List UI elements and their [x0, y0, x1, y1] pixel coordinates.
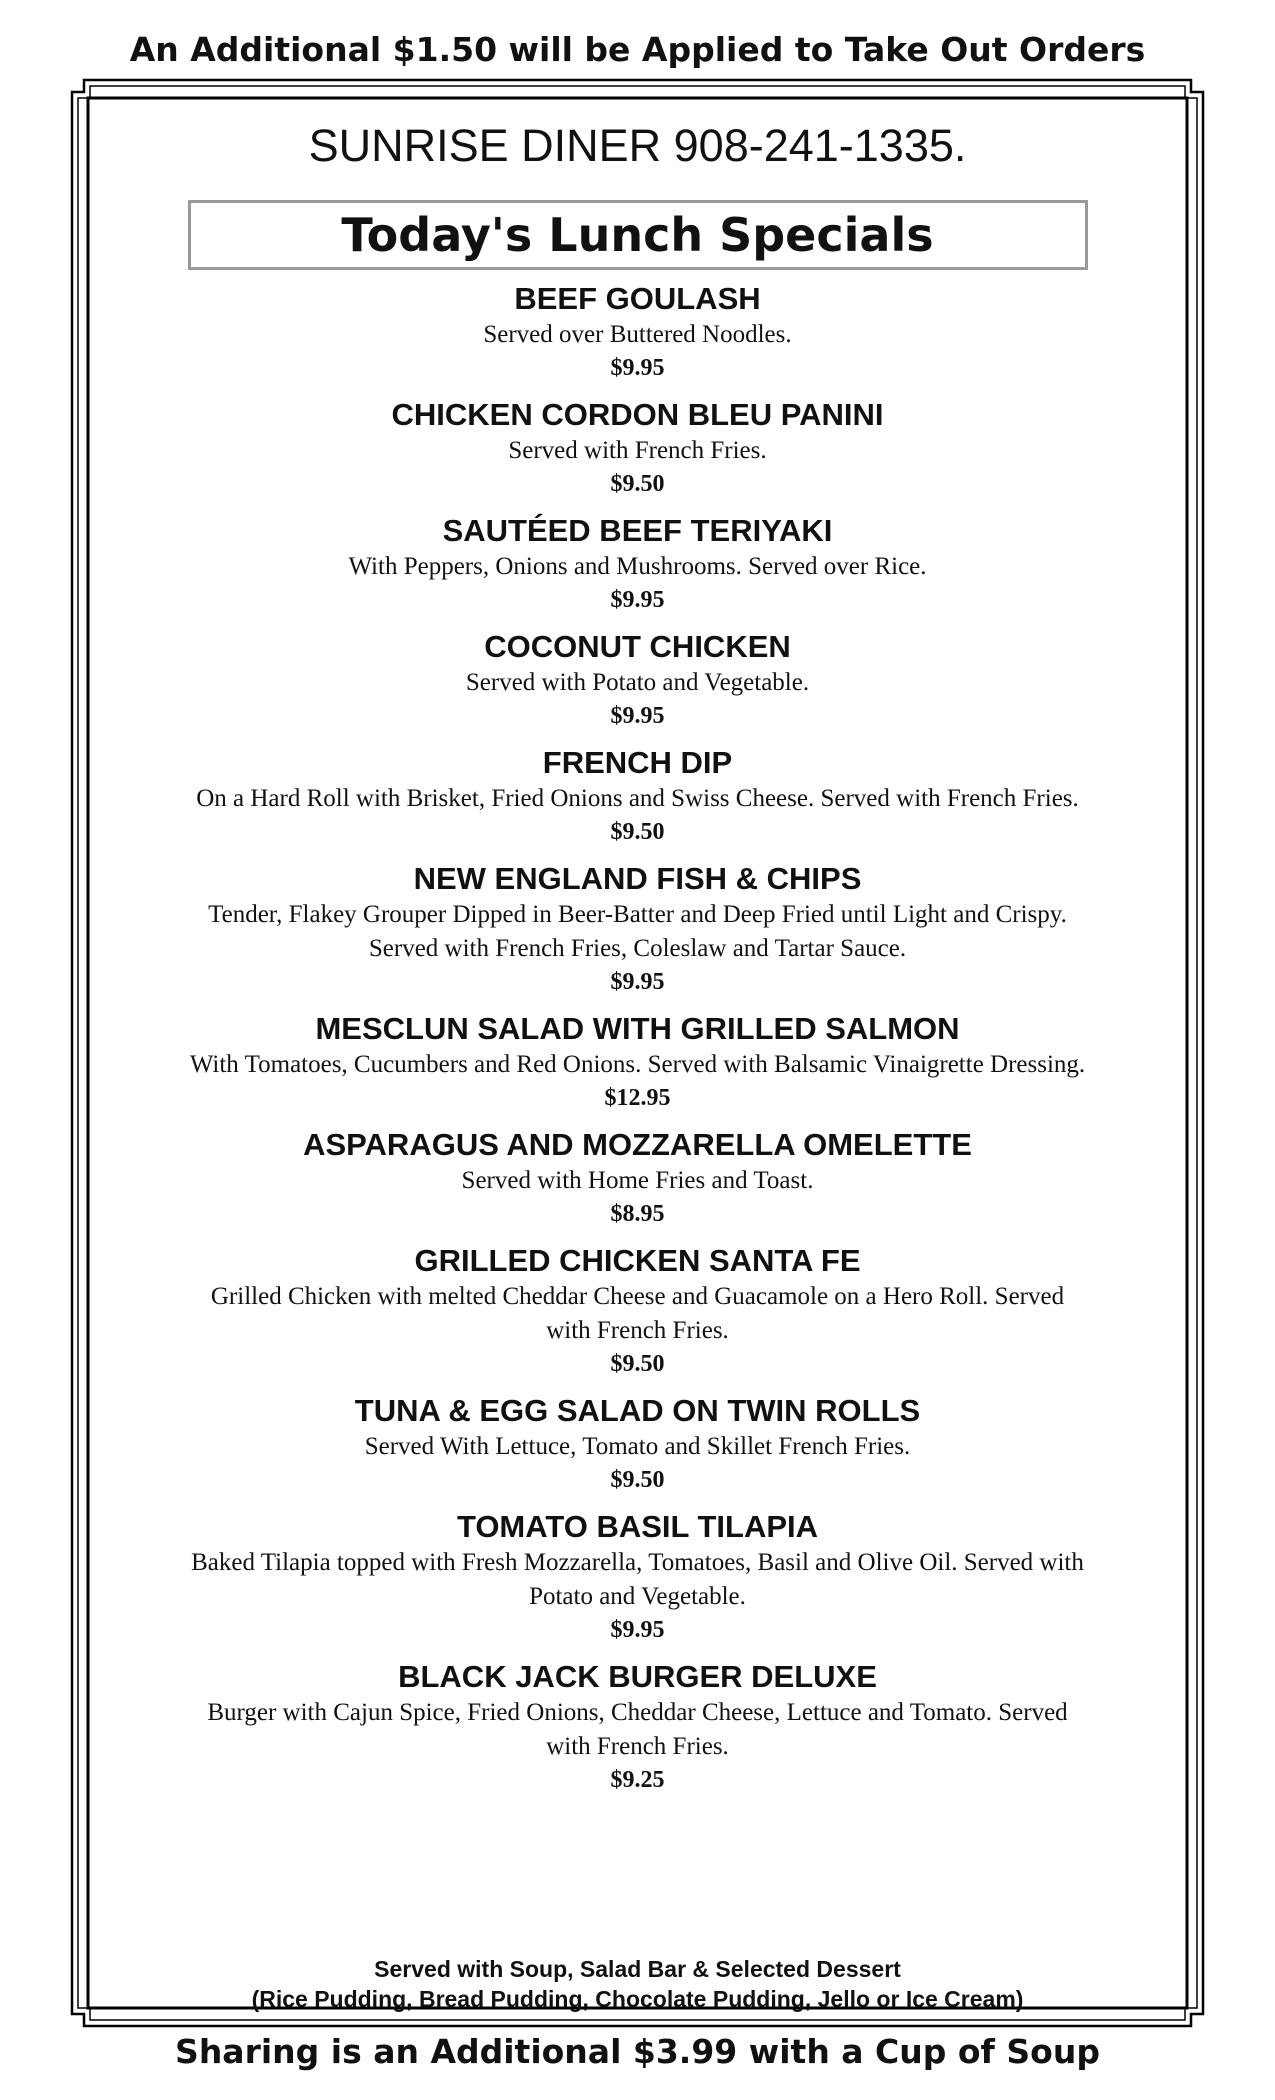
item-name: GRILLED CHICKEN SANTA FE [414, 1243, 861, 1278]
item-price: $9.50 [610, 1351, 665, 1377]
item-description: Served With Lettuce, Tomato and Skillet French Fries. [364, 1433, 911, 1460]
item-description: Served with French Fries. [508, 437, 767, 464]
menu-item [185, 628, 1090, 732]
menu-content [185, 108, 1090, 2016]
specials-list [185, 280, 1090, 1796]
item-description: On a Hard Roll with Brisket, Fried Onions and Swiss Cheese. Served with French Fries. [196, 785, 1079, 812]
menu-item [185, 512, 1090, 616]
item-name: COCONUT CHICKEN [484, 629, 791, 664]
menu-item [185, 1392, 1090, 1496]
menu-item [185, 280, 1090, 384]
item-description: Served with Home Fries and Toast. [461, 1167, 814, 1194]
item-price: $9.95 [610, 703, 665, 729]
item-description: Burger with Cajun Spice, Fried Onions, Cheddar Cheese, Lettuce and Tomato. Served with French Fries. [207, 1699, 1068, 1760]
menu-item [185, 860, 1090, 998]
item-name: BEEF GOULASH [514, 281, 761, 316]
item-price: $9.50 [610, 819, 665, 845]
take-out-notice: An Additional $1.50 will be Applied to Take Out Orders [129, 30, 1146, 69]
included-extras [185, 1954, 1090, 2014]
diner-name-phone: SUNRISE DINER 908-241-1335. [308, 120, 967, 171]
item-price: $9.95 [610, 1617, 665, 1643]
item-description: Served with Potato and Vegetable. [465, 669, 810, 696]
item-price: $9.25 [610, 1767, 665, 1793]
menu-item [185, 1242, 1090, 1380]
dessert-options-line: (Rice Pudding, Bread Pudding, Chocolate Pudding, Jello or Ice Cream) [251, 1986, 1024, 2012]
item-description: With Peppers, Onions and Mushrooms. Served over Rice. [348, 553, 927, 580]
item-price: $9.50 [610, 1467, 665, 1493]
item-name: FRENCH DIP [542, 745, 733, 780]
menu-item [185, 1658, 1090, 1796]
menu-item [185, 744, 1090, 848]
item-name: ASPARAGUS AND MOZZARELLA OMELETTE [303, 1127, 972, 1162]
item-description: Baked Tilapia topped with Fresh Mozzarella, Tomatoes, Basil and Olive Oil. Served with Potato and Vegetable. [191, 1549, 1084, 1610]
specials-title: Today's Lunch Specials [341, 208, 934, 262]
menu-item [185, 1508, 1090, 1646]
item-price: $8.95 [610, 1201, 665, 1227]
item-name: NEW ENGLAND FISH & CHIPS [413, 861, 862, 896]
specials-title-box [188, 200, 1088, 270]
item-name: SAUTÉED BEEF TERIYAKI [442, 513, 833, 548]
menu-item [185, 1010, 1090, 1114]
item-description: With Tomatoes, Cucumbers and Red Onions. Served with Balsamic Vinaigrette Dressing. [189, 1051, 1086, 1078]
item-name: MESCLUN SALAD WITH GRILLED SALMON [315, 1011, 960, 1046]
item-name: CHICKEN CORDON BLEU PANINI [391, 397, 884, 432]
included-extras-line: Served with Soup, Salad Bar & Selected Dessert [374, 1956, 901, 1982]
sharing-notice: Sharing is an Additional $3.99 with a Cup of Soup [175, 2032, 1100, 2071]
item-price: $9.95 [610, 587, 665, 613]
item-price: $9.95 [610, 355, 665, 381]
menu-item [185, 1126, 1090, 1230]
item-description: Tender, Flakey Grouper Dipped in Beer-Batter and Deep Fried until Light and Crispy. Served with French Fries, Coleslaw and Tartar Sauce. [208, 901, 1067, 962]
menu-item [185, 396, 1090, 500]
item-price: $9.95 [610, 969, 665, 995]
item-name: BLACK JACK BURGER DELUXE [398, 1659, 877, 1694]
item-description: Grilled Chicken with melted Cheddar Cheese and Guacamole on a Hero Roll. Served with French Fries. [210, 1283, 1065, 1344]
item-name: TOMATO BASIL TILAPIA [456, 1509, 819, 1544]
item-price: $9.50 [610, 471, 665, 497]
item-price: $12.95 [604, 1085, 671, 1111]
item-description: Served over Buttered Noodles. [483, 321, 792, 348]
item-name: TUNA & EGG SALAD ON TWIN ROLLS [354, 1393, 921, 1428]
